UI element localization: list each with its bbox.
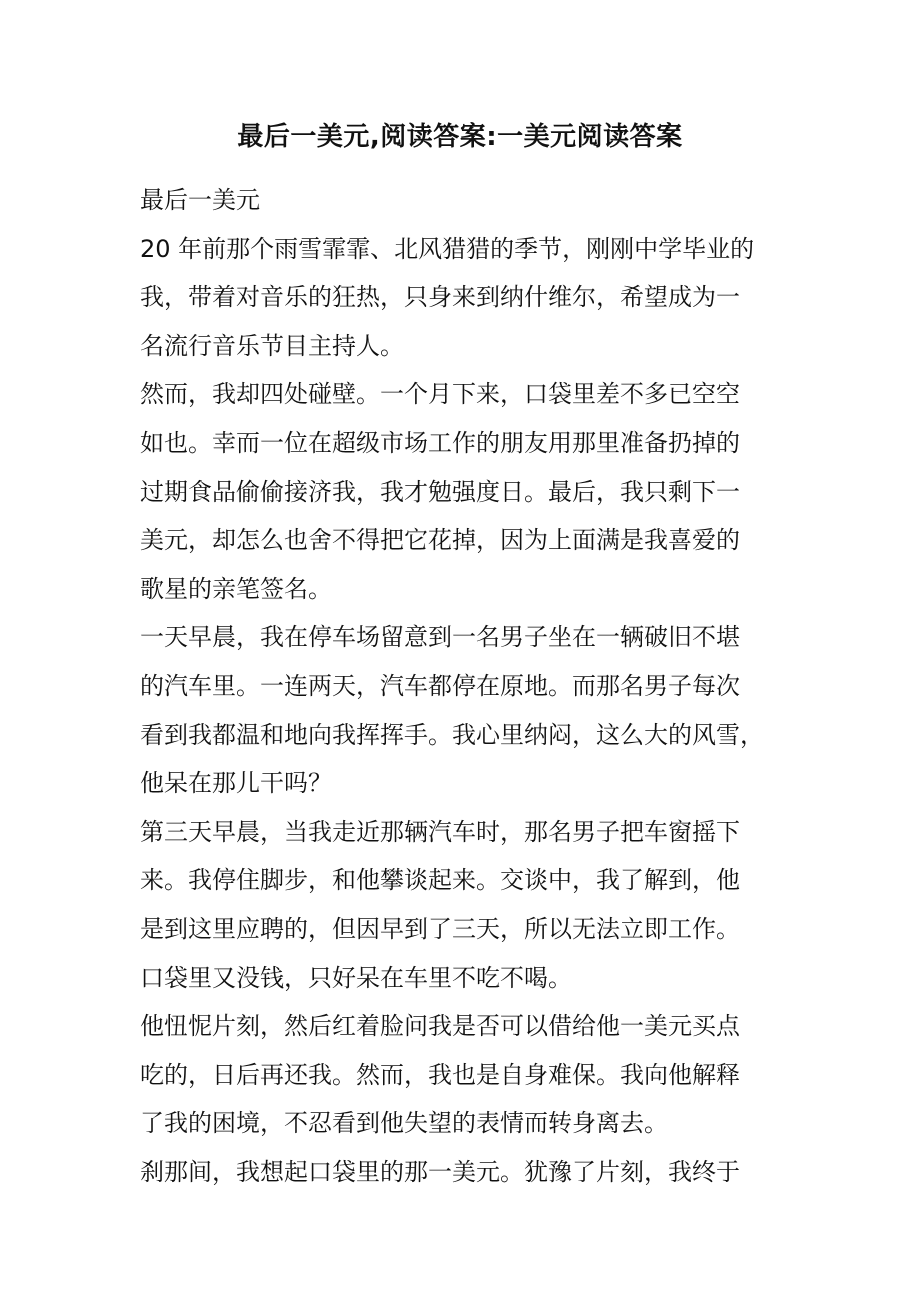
paragraph-line: 看到我都温和地向我挥挥手。我心里纳闷，这么大的风雪，: [140, 720, 764, 749]
paragraph-line: 的汽车里。一连两天，汽车都停在原地。而那名男子每次: [140, 671, 740, 700]
paragraph-line: 第三天早晨，当我走近那辆汽车时，那名男子把车窗摇下: [140, 817, 740, 846]
paragraph-line: 一天早晨，我在停车场留意到一名男子坐在一辆破旧不堪: [140, 623, 740, 652]
paragraph-line: 20 年前那个雨雪霏霏、北风猎猎的季节，刚刚中学毕业的: [140, 234, 755, 263]
paragraph-line: 来。我停住脚步，和他攀谈起来。交谈中，我了解到，他: [140, 866, 740, 895]
paragraph-line: 如也。幸而一位在超级市场工作的朋友用那里准备扔掉的: [140, 428, 740, 457]
paragraph-line: 吃的，日后再还我。然而，我也是自身难保。我向他解释: [140, 1060, 740, 1089]
paragraph-line: 名流行音乐节目主持人。: [140, 331, 404, 360]
paragraph-line: 刹那间，我想起口袋里的那一美元。犹豫了片刻，我终于: [140, 1157, 740, 1186]
paragraph-line: 然而，我却四处碰壁。一个月下来，口袋里差不多已空空: [140, 380, 740, 409]
document-body: [140, 176, 780, 1196]
paragraph-line: 了我的困境，不忍看到他失望的表情而转身离去。: [140, 1109, 668, 1138]
subtitle-line: 最后一美元: [140, 186, 260, 214]
paragraph-line: 他呆在那儿干吗？: [140, 769, 332, 798]
paragraph-line: 是到这里应聘的，但因早到了三天，所以无法立即工作。: [140, 914, 740, 943]
paragraph-line: 美元，却怎么也舍不得把它花掉，因为上面满是我喜爱的: [140, 526, 740, 555]
paragraph-line: 歌星的亲笔签名。: [140, 574, 332, 603]
document-title: 最后一美元,阅读答案:一美元阅读答案: [237, 122, 683, 152]
paragraph-line: 口袋里又没钱，只好呆在车里不吃不喝。: [140, 963, 572, 992]
paragraph-line: 他忸怩片刻，然后红着脸问我是否可以借给他一美元买点: [140, 1012, 740, 1041]
paragraph-line: 我，带着对音乐的狂热，只身来到纳什维尔，希望成为一: [140, 283, 740, 312]
paragraph-line: 过期食品偷偷接济我，我才勉强度日。最后，我只剩下一: [140, 477, 740, 506]
